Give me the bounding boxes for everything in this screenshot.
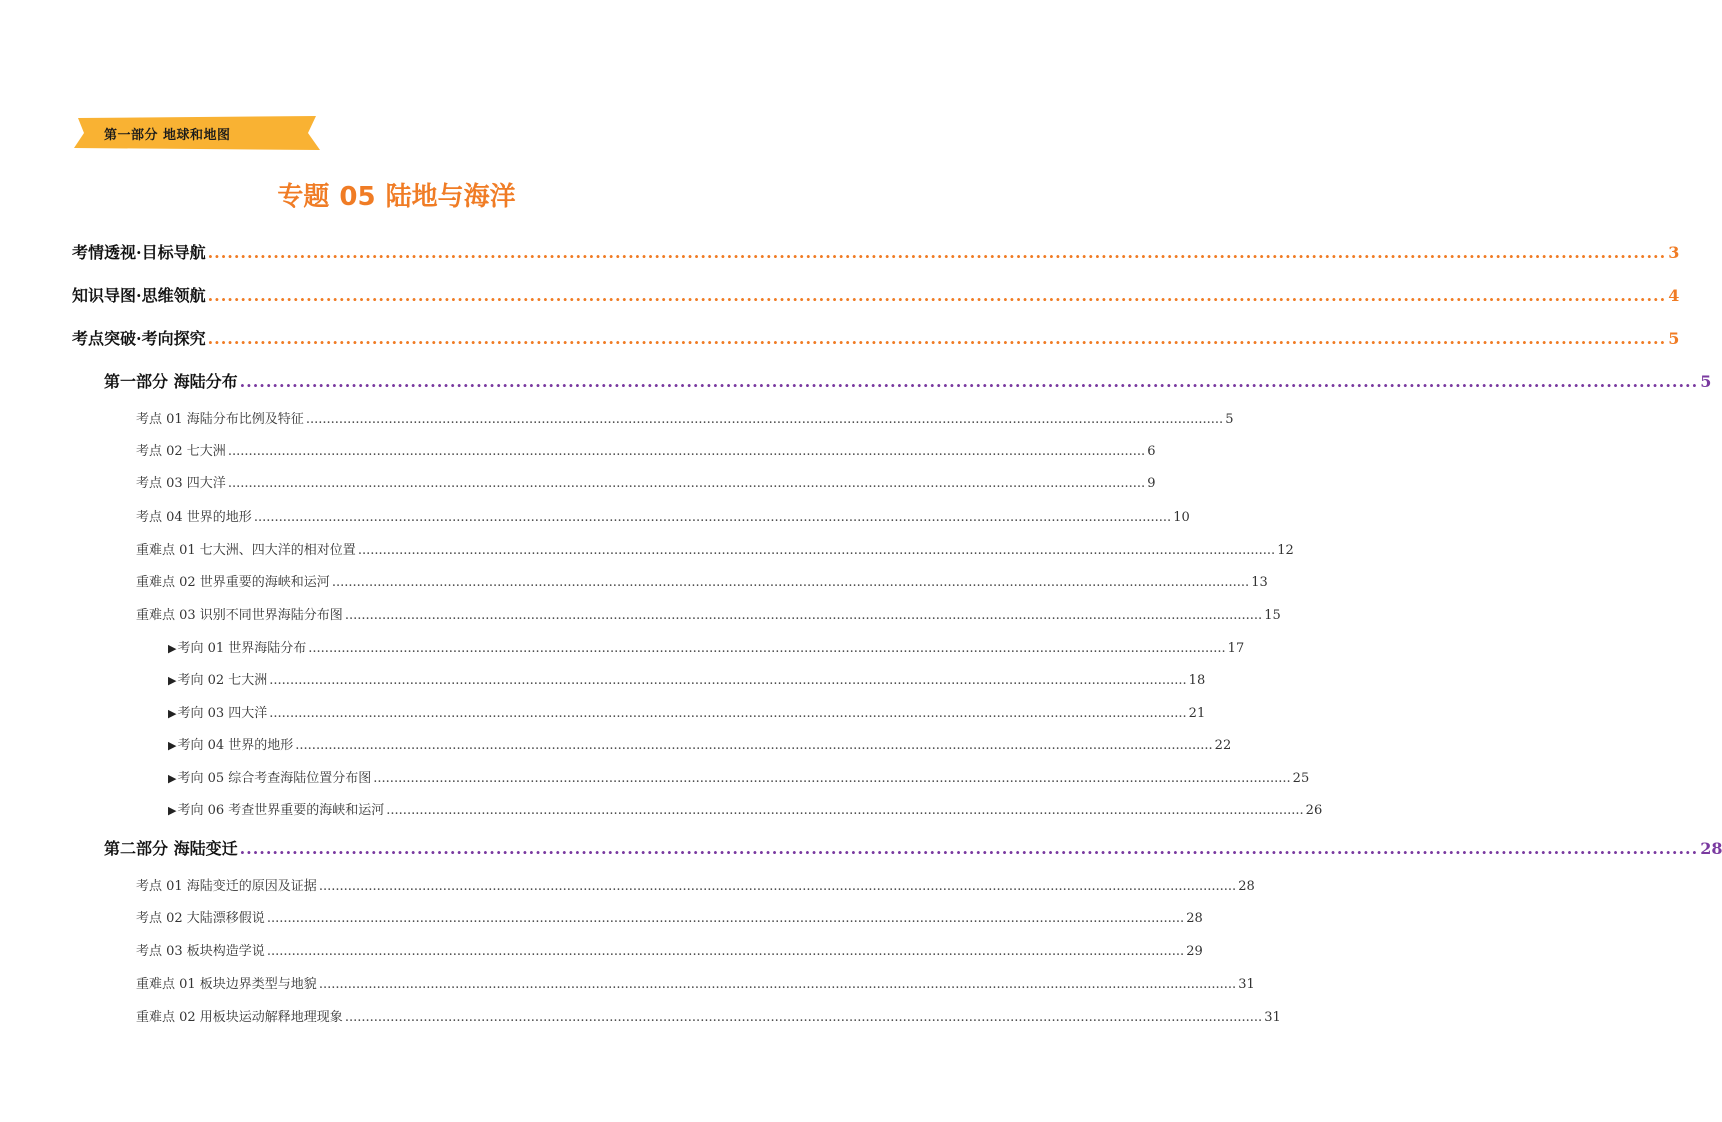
toc-entry-breakthrough[interactable] [72, 326, 1680, 349]
triangle-bullet-icon: ▶ [168, 772, 177, 785]
toc-entry-mindmap[interactable] [72, 283, 1680, 306]
toc-page-number: 4 [1668, 286, 1680, 305]
toc-leader-dots: .............................................................................................................................................................................................................................. [344, 608, 1263, 623]
toc-label: 考点 03 四大洋 [136, 476, 226, 491]
toc-item[interactable] [136, 973, 1255, 992]
toc-page-number: 12 [1277, 543, 1294, 558]
toc-label: 重难点 02 用板块运动解释地理现象 [136, 1010, 343, 1025]
toc-label: 考点突破·考向探究 [72, 329, 206, 348]
triangle-bullet-icon: ▶ [168, 739, 177, 752]
toc-page-number: 5 [1668, 329, 1680, 348]
toc-subitem[interactable] [168, 669, 1206, 688]
toc-page-number: 29 [1186, 944, 1203, 959]
toc-page-number: 3 [1668, 243, 1680, 262]
toc-label: 重难点 01 板块边界类型与地貌 [136, 977, 317, 992]
section-banner [72, 114, 322, 152]
toc-label: 考向 04 世界的地形 [177, 738, 294, 753]
toc-leader-dots: .............................................................................................................................................................................................................................. [227, 476, 1146, 491]
toc-subitem[interactable] [168, 702, 1206, 721]
toc-label: 考点 01 海陆变迁的原因及证据 [136, 879, 317, 894]
toc-label: 考点 02 七大洲 [136, 444, 226, 459]
toc-leader-dots: .............................................................................................................................................................................................................................. [269, 706, 1187, 721]
toc-leader-dots: .............................................................................................................................................................................................................................. [308, 641, 1226, 656]
toc-leader-dots: .............................................................................................................................................................................................................................. [207, 286, 1667, 305]
toc-page-number: 9 [1147, 476, 1156, 491]
toc-leader-dots: .............................................................................................................................................................................................................................. [269, 673, 1187, 688]
toc-page-number: 31 [1264, 1010, 1281, 1025]
toc-subitem[interactable] [168, 767, 1310, 786]
toc-leader-dots: .............................................................................................................................................................................................................................. [266, 944, 1185, 959]
toc-entry-part2[interactable] [104, 836, 1722, 859]
toc-leader-dots: .............................................................................................................................................................................................................................. [295, 738, 1213, 753]
toc-item[interactable] [136, 506, 1190, 525]
toc-page-number: 13 [1251, 575, 1268, 590]
toc-label: 重难点 01 七大洲、四大洋的相对位置 [136, 543, 356, 558]
toc-label: 第二部分 海陆变迁 [104, 839, 238, 858]
toc-entry-part1[interactable] [104, 369, 1712, 392]
toc-item[interactable] [136, 604, 1281, 623]
toc-item[interactable] [136, 571, 1268, 590]
toc-page-number: 6 [1147, 444, 1156, 459]
toc-label: 考向 06 考查世界重要的海峡和运河 [177, 803, 385, 818]
toc-page-number: 31 [1238, 977, 1255, 992]
toc-item[interactable] [136, 907, 1203, 926]
toc-leader-dots: .............................................................................................................................................................................................................................. [239, 372, 1699, 391]
toc-entry-overview[interactable] [72, 240, 1680, 263]
toc-leader-dots: .............................................................................................................................................................................................................................. [305, 412, 1224, 427]
toc-leader-dots: .............................................................................................................................................................................................................................. [318, 977, 1237, 992]
toc-leader-dots: .............................................................................................................................................................................................................................. [318, 879, 1237, 894]
toc-leader-dots: .............................................................................................................................................................................................................................. [207, 243, 1667, 262]
toc-leader-dots: .............................................................................................................................................................................................................................. [386, 803, 1304, 818]
triangle-bullet-icon: ▶ [168, 804, 177, 817]
toc-page-number: 26 [1305, 803, 1323, 818]
title-prefix: 专题 [277, 182, 330, 212]
toc-leader-dots: .............................................................................................................................................................................................................................. [266, 911, 1185, 926]
toc-label: 考向 02 七大洲 [177, 673, 268, 688]
toc-leader-dots: .............................................................................................................................................................................................................................. [253, 510, 1172, 525]
page-title [0, 176, 793, 213]
toc-item[interactable] [136, 875, 1255, 894]
toc-leader-dots: .............................................................................................................................................................................................................................. [239, 839, 1699, 858]
toc-label: 考向 01 世界海陆分布 [177, 641, 307, 656]
toc-leader-dots: .............................................................................................................................................................................................................................. [373, 771, 1291, 786]
toc-item[interactable] [136, 940, 1203, 959]
toc-item[interactable] [136, 408, 1234, 427]
triangle-bullet-icon: ▶ [168, 642, 177, 655]
toc-page-number: 17 [1227, 641, 1245, 656]
toc-label: 重难点 02 世界重要的海峡和运河 [136, 575, 330, 590]
toc-subitem[interactable] [168, 799, 1323, 818]
toc-leader-dots: .............................................................................................................................................................................................................................. [357, 543, 1276, 558]
banner-label: 第一部分 地球和地图 [104, 128, 231, 143]
toc-subitem[interactable] [168, 637, 1245, 656]
toc-leader-dots: .............................................................................................................................................................................................................................. [207, 329, 1667, 348]
toc-label: 第一部分 海陆分布 [104, 372, 238, 391]
toc-subitem[interactable] [168, 734, 1232, 753]
toc-label: 考点 02 大陆漂移假说 [136, 911, 265, 926]
toc-item[interactable] [136, 472, 1156, 491]
toc-label: 考向 05 综合考查海陆位置分布图 [177, 771, 372, 786]
toc-page-number: 28 [1700, 839, 1722, 858]
toc-label: 重难点 03 识别不同世界海陆分布图 [136, 608, 343, 623]
toc-item[interactable] [136, 1006, 1281, 1025]
toc-page-number: 22 [1214, 738, 1232, 753]
toc-leader-dots: .............................................................................................................................................................................................................................. [331, 575, 1250, 590]
toc-label: 考情透视·目标导航 [72, 243, 206, 262]
toc-leader-dots: .............................................................................................................................................................................................................................. [344, 1010, 1263, 1025]
toc-page-number: 28 [1238, 879, 1255, 894]
triangle-bullet-icon: ▶ [168, 707, 177, 720]
toc-page-number: 15 [1264, 608, 1281, 623]
toc-page-number: 21 [1188, 706, 1206, 721]
toc-page-number: 25 [1292, 771, 1310, 786]
toc-label: 知识导图·思维领航 [72, 286, 206, 305]
toc-page-number: 18 [1188, 673, 1206, 688]
title-number: 05 [339, 182, 376, 212]
toc-label: 考点 01 海陆分布比例及特征 [136, 412, 304, 427]
title-subject: 陆地与海洋 [385, 182, 516, 212]
toc-label: 考点 03 板块构造学说 [136, 944, 265, 959]
toc-page-number: 28 [1186, 911, 1203, 926]
toc-label: 考向 03 四大洋 [177, 706, 268, 721]
toc-label: 考点 04 世界的地形 [136, 510, 252, 525]
toc-item[interactable] [136, 539, 1294, 558]
toc-item[interactable] [136, 440, 1156, 459]
triangle-bullet-icon: ▶ [168, 674, 177, 687]
toc-page-number: 10 [1173, 510, 1190, 525]
toc-leader-dots: .............................................................................................................................................................................................................................. [227, 444, 1146, 459]
toc-page-number: 5 [1225, 412, 1234, 427]
toc-page-number: 5 [1700, 372, 1712, 391]
